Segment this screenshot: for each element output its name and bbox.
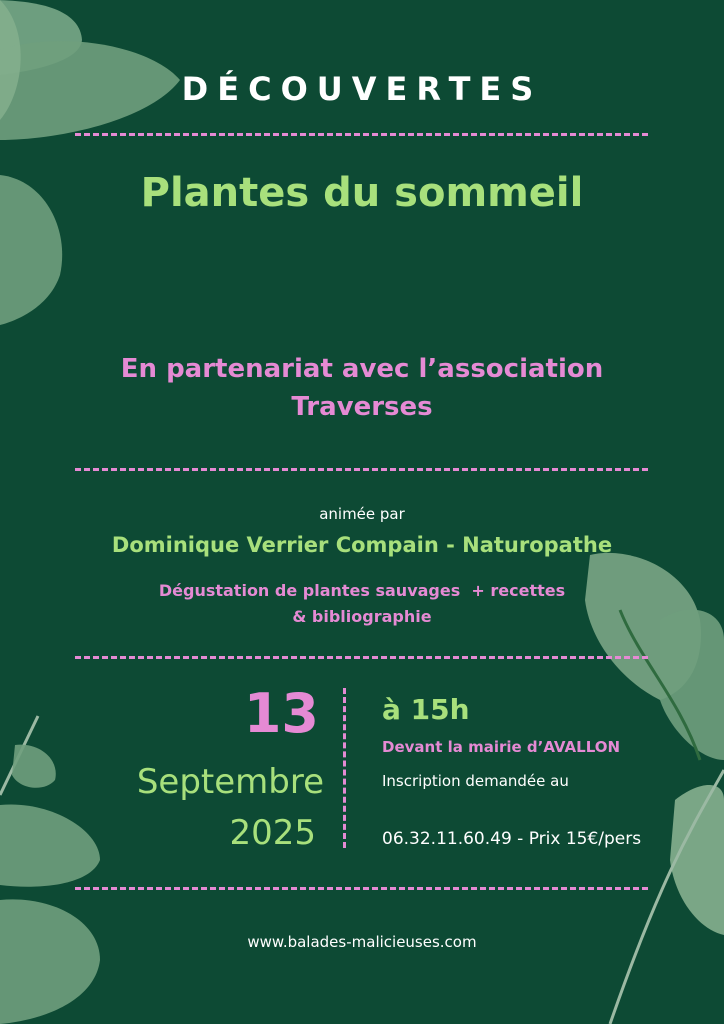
event-time: à 15h [382,693,470,726]
partner-line-2: Traverses [291,392,433,422]
dashed-divider [75,656,648,659]
event-day: 13 [243,682,319,745]
leaf-bottom-left-3 [0,899,100,1024]
event-title: Plantes du sommeil [140,170,584,216]
leaf-right-3 [670,785,724,935]
dashed-divider [75,887,648,890]
vertical-dashed-divider [343,688,346,848]
leaf-bottom-left-1 [12,745,56,788]
host-name: Dominique Verrier Compain - Naturopathe [111,533,613,557]
activity-line-2: & bibliographie [292,607,432,626]
partner-text [0,350,724,426]
phone-and-price: 06.32.11.60.49 - Prix 15€/pers [382,829,642,849]
event-month: Septembre [136,762,324,802]
leaf-bottom-left-2 [0,804,100,886]
dashed-divider [75,468,648,471]
host-intro: animée par [319,505,405,523]
kicker-heading: DÉCOUVERTES [181,70,543,108]
registration-note: Inscription demandée au [382,772,569,790]
partner-line-1: En partenariat avec l’association [120,354,604,384]
activity-description [0,578,724,630]
event-location: Devant la mairie d’AVALLON [382,738,621,756]
website-link[interactable]: www.balades-malicieuses.com [247,933,477,951]
event-year: 2025 [229,813,316,853]
activity-line-1: Dégustation de plantes sauvages + recettes [158,581,566,600]
dashed-divider [75,133,648,136]
